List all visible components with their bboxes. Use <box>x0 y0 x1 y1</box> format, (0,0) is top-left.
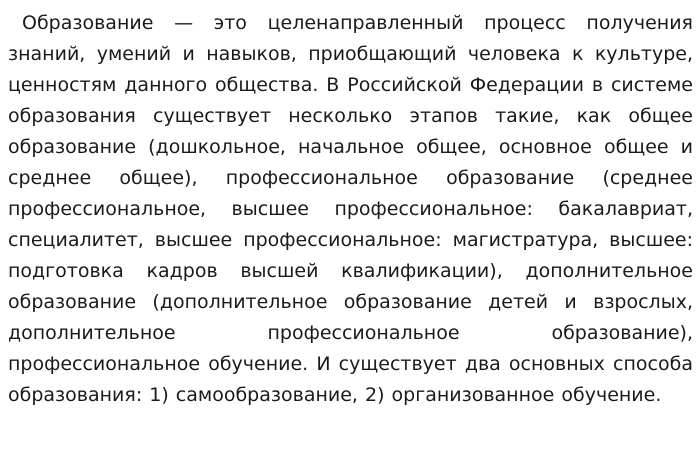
education-paragraph: Образование — это целенаправленный процесс получения знаний, умений и навыков, приобщающий человека к культуре, ценностям данного общества. В Российской Федерации в системе образования существует несколько этапов такие, как общее образование (дошкольное, начальное общее, основное общее и среднее общее), профессиональное образование (среднее профессиональное, высшее профессиональное: бакалавриат, специалитет, высшее профессиональное: магистратура, высшее: подготовка кадров высшей квалификации), дополнительное образование (дополнительное образование детей и взрослых, дополнительное профессиональное образование), профессиональное обучение. И существует два основных способа образования: 1) самообразование, 2) организованное обучение. <box>8 12 693 406</box>
